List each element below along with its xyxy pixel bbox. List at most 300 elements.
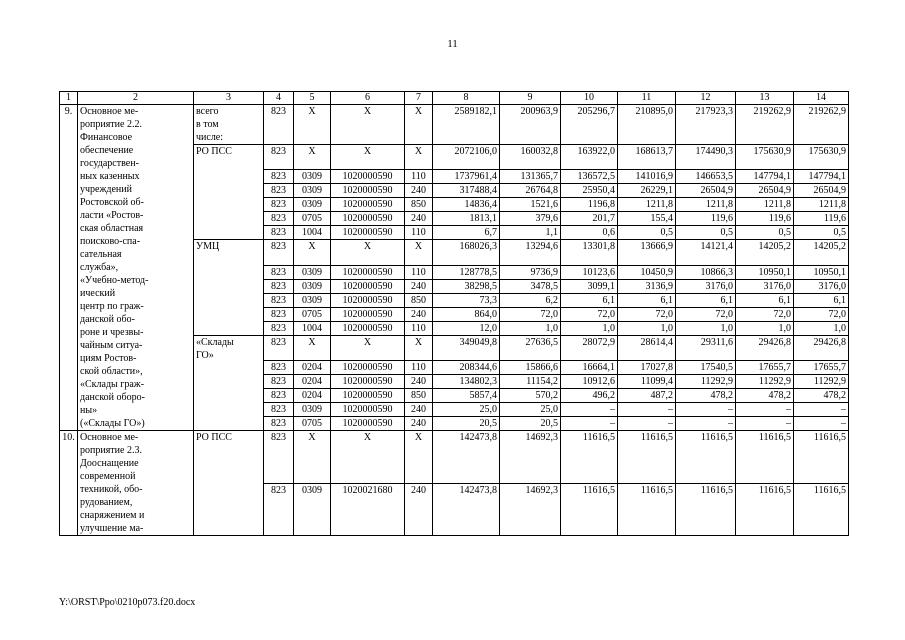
data-cell: – <box>676 417 736 431</box>
data-cell: 0705 <box>294 307 331 321</box>
text-line: РО ПСС <box>196 432 232 443</box>
data-cell: 142473,8 <box>433 431 500 484</box>
data-cell: 110 <box>405 321 433 335</box>
data-cell: 201,7 <box>561 212 618 226</box>
data-cell: Х <box>331 431 405 484</box>
data-cell: 11099,4 <box>618 375 676 389</box>
data-cell: 146653,5 <box>676 170 736 184</box>
data-cell: 11292,9 <box>794 375 849 389</box>
data-cell: 6,7 <box>433 226 500 240</box>
data-cell: 3136,9 <box>618 279 676 293</box>
data-cell: 317488,4 <box>433 184 500 198</box>
data-cell: 29426,8 <box>736 335 794 360</box>
data-cell: 240 <box>405 279 433 293</box>
data-cell: 11616,5 <box>561 431 618 484</box>
data-cell: 25,0 <box>433 403 500 417</box>
data-cell: 72,0 <box>676 307 736 321</box>
data-cell: Х <box>294 240 331 265</box>
data-cell: 110 <box>405 170 433 184</box>
data-cell: – <box>561 417 618 431</box>
data-cell: 14205,2 <box>736 240 794 265</box>
data-cell: 11616,5 <box>618 431 676 484</box>
data-cell: 823 <box>264 389 294 403</box>
data-cell: 10123,6 <box>561 265 618 279</box>
text-line: «Склады <box>196 336 234 348</box>
data-cell: Х <box>294 431 331 484</box>
data-cell: 1020000590 <box>331 226 405 240</box>
text-line: «Склады граж- <box>80 379 145 390</box>
text-line: снаряжением и <box>80 510 145 521</box>
data-cell: – <box>618 417 676 431</box>
data-cell: 38298,5 <box>433 279 500 293</box>
text-line: всего <box>196 106 219 117</box>
item-number: 9. <box>60 105 78 431</box>
data-cell: 823 <box>264 293 294 307</box>
data-cell: 141016,9 <box>618 170 676 184</box>
data-cell: 26764,8 <box>500 184 561 198</box>
text-line: ных казенных <box>80 171 140 182</box>
data-cell: 496,2 <box>561 389 618 403</box>
data-cell: 1004 <box>294 321 331 335</box>
data-cell: 823 <box>264 184 294 198</box>
data-cell: 0,6 <box>561 226 618 240</box>
data-cell: 17027,8 <box>618 361 676 375</box>
data-cell: 0309 <box>294 170 331 184</box>
data-cell: 6,1 <box>561 293 618 307</box>
data-cell: 1020000590 <box>331 389 405 403</box>
text-line: техникой, обо- <box>80 484 143 495</box>
recipient-label <box>194 105 264 145</box>
column-header: 9 <box>500 92 561 105</box>
data-cell: 1020000590 <box>331 198 405 212</box>
column-header: 4 <box>264 92 294 105</box>
data-cell: 10950,1 <box>794 265 849 279</box>
data-cell: 11616,5 <box>618 483 676 536</box>
text-line: обеспечение <box>80 145 134 156</box>
data-cell: 240 <box>405 307 433 321</box>
column-header: 2 <box>78 92 194 105</box>
data-cell: 11616,5 <box>794 483 849 536</box>
data-cell: 1211,8 <box>618 198 676 212</box>
data-cell: 14692,3 <box>500 483 561 536</box>
data-cell: 110 <box>405 226 433 240</box>
text-line: «Учебно-метод- <box>80 275 149 286</box>
table-row <box>60 105 849 145</box>
data-cell: 217923,3 <box>676 105 736 145</box>
data-cell: 11292,9 <box>736 375 794 389</box>
data-cell: 160032,8 <box>500 145 561 170</box>
data-cell: 119,6 <box>736 212 794 226</box>
data-cell: 379,6 <box>500 212 561 226</box>
data-cell: Х <box>405 335 433 360</box>
data-cell: 570,2 <box>500 389 561 403</box>
data-cell: 3176,0 <box>794 279 849 293</box>
text-line: Основное ме- <box>80 432 139 443</box>
data-cell: 823 <box>264 198 294 212</box>
data-cell: 14692,3 <box>500 431 561 484</box>
data-cell: 11292,9 <box>676 375 736 389</box>
text-line: РО ПСС <box>196 146 232 157</box>
column-header: 5 <box>294 92 331 105</box>
text-line: центр по граж- <box>80 301 144 312</box>
data-cell: 110 <box>405 265 433 279</box>
data-cell: 0309 <box>294 198 331 212</box>
column-header: 1 <box>60 92 78 105</box>
data-cell: 823 <box>264 105 294 145</box>
data-cell: 240 <box>405 184 433 198</box>
data-cell: 131365,7 <box>500 170 561 184</box>
text-line: учреждений <box>80 184 132 195</box>
data-cell: 0309 <box>294 265 331 279</box>
data-cell: – <box>794 403 849 417</box>
data-cell: 73,3 <box>433 293 500 307</box>
data-cell: 9736,9 <box>500 265 561 279</box>
data-cell: 6,2 <box>500 293 561 307</box>
data-cell: Х <box>331 105 405 145</box>
data-cell: 26229,1 <box>618 184 676 198</box>
data-cell: – <box>676 403 736 417</box>
data-cell: 25,0 <box>500 403 561 417</box>
text-line: ской области», <box>80 366 143 377</box>
data-cell: 240 <box>405 212 433 226</box>
data-cell: 6,1 <box>794 293 849 307</box>
data-cell: 142473,8 <box>433 483 500 536</box>
data-cell: 14205,2 <box>794 240 849 265</box>
data-cell: 823 <box>264 279 294 293</box>
data-cell: Х <box>331 145 405 170</box>
text-line: («Склады ГО») <box>80 418 145 429</box>
data-cell: 349049,8 <box>433 335 500 360</box>
data-cell: 163922,0 <box>561 145 618 170</box>
data-cell: 136572,5 <box>561 170 618 184</box>
text-line: Финансовое <box>80 132 133 143</box>
data-cell: 0,5 <box>794 226 849 240</box>
data-cell: 208344,6 <box>433 361 500 375</box>
item-description <box>78 105 194 431</box>
data-cell: 1,0 <box>618 321 676 335</box>
data-cell: 15866,6 <box>500 361 561 375</box>
data-cell: Х <box>294 145 331 170</box>
text-line: государствен- <box>80 158 139 169</box>
data-cell: 20,5 <box>433 417 500 431</box>
text-line: чайным ситуа- <box>80 340 143 351</box>
data-cell: 823 <box>264 307 294 321</box>
data-cell: 72,0 <box>561 307 618 321</box>
data-cell: 0309 <box>294 483 331 536</box>
data-cell: Х <box>294 335 331 360</box>
data-cell: 0204 <box>294 375 331 389</box>
data-cell: 6,1 <box>736 293 794 307</box>
data-cell: 26504,9 <box>676 184 736 198</box>
recipient-label <box>194 145 264 240</box>
data-cell: Х <box>405 431 433 484</box>
data-cell: 823 <box>264 417 294 431</box>
data-cell: 1211,8 <box>794 198 849 212</box>
data-cell: 823 <box>264 170 294 184</box>
data-cell: 11616,5 <box>561 483 618 536</box>
data-cell: 11616,5 <box>736 483 794 536</box>
data-cell: 864,0 <box>433 307 500 321</box>
data-cell: 11616,5 <box>676 483 736 536</box>
data-cell: 29311,6 <box>676 335 736 360</box>
data-cell: 3099,1 <box>561 279 618 293</box>
data-cell: Х <box>405 105 433 145</box>
data-cell: 478,2 <box>676 389 736 403</box>
column-header: 13 <box>736 92 794 105</box>
data-cell: 1020000590 <box>331 403 405 417</box>
data-cell: 10866,3 <box>676 265 736 279</box>
data-cell: 2589182,1 <box>433 105 500 145</box>
data-cell: 1813,1 <box>433 212 500 226</box>
data-cell: 823 <box>264 403 294 417</box>
data-cell: 1020000590 <box>331 170 405 184</box>
text-line: Дооснащение <box>80 458 139 469</box>
data-cell: 1,0 <box>794 321 849 335</box>
data-cell: 5857,4 <box>433 389 500 403</box>
data-cell: 478,2 <box>736 389 794 403</box>
data-cell: 0204 <box>294 389 331 403</box>
data-cell: 1020000590 <box>331 279 405 293</box>
data-cell: 168613,7 <box>618 145 676 170</box>
text-line: УМЦ <box>196 241 220 253</box>
column-header: 7 <box>405 92 433 105</box>
data-cell: 3176,0 <box>736 279 794 293</box>
data-cell: Х <box>331 335 405 360</box>
column-header: 12 <box>676 92 736 105</box>
data-cell: 28614,4 <box>618 335 676 360</box>
item-number: 10. <box>60 431 78 536</box>
data-cell: 10912,6 <box>561 375 618 389</box>
data-cell: 0309 <box>294 279 331 293</box>
column-header: 6 <box>331 92 405 105</box>
data-cell: – <box>561 403 618 417</box>
data-cell: 155,4 <box>618 212 676 226</box>
data-cell: 0309 <box>294 403 331 417</box>
text-line: Основное ме- <box>80 106 139 117</box>
data-cell: 1,0 <box>561 321 618 335</box>
data-cell: 175630,9 <box>794 145 849 170</box>
data-cell: 11616,5 <box>736 431 794 484</box>
data-cell: 823 <box>264 375 294 389</box>
data-cell: 17655,7 <box>736 361 794 375</box>
column-header: 11 <box>618 92 676 105</box>
text-line: ический <box>80 288 116 299</box>
data-cell: 850 <box>405 293 433 307</box>
page-number: 11 <box>447 38 458 50</box>
column-header: 3 <box>194 92 264 105</box>
data-cell: Х <box>405 240 433 265</box>
file-path-footer: Y:\ORST\Ppo\0210p073.f20.docx <box>59 597 196 608</box>
data-cell: 17655,7 <box>794 361 849 375</box>
data-cell: 850 <box>405 198 433 212</box>
recipient-label <box>194 431 264 536</box>
data-cell: 11616,5 <box>676 431 736 484</box>
data-cell: 0705 <box>294 212 331 226</box>
data-cell: 0204 <box>294 361 331 375</box>
text-line: циям Ростов- <box>80 353 137 364</box>
data-cell: 72,0 <box>736 307 794 321</box>
data-cell: 147794,1 <box>736 170 794 184</box>
data-cell: 823 <box>264 335 294 360</box>
data-cell: 11154,2 <box>500 375 561 389</box>
text-line: роприятие 2.3. <box>80 445 142 456</box>
data-cell: 0309 <box>294 293 331 307</box>
text-line: роприятие 2.2. <box>80 119 142 130</box>
data-cell: 823 <box>264 483 294 536</box>
data-cell: 26504,9 <box>794 184 849 198</box>
data-cell: 10450,9 <box>618 265 676 279</box>
data-cell: 823 <box>264 431 294 484</box>
data-cell: 240 <box>405 403 433 417</box>
data-cell: 1020000590 <box>331 361 405 375</box>
data-cell: 72,0 <box>500 307 561 321</box>
data-cell: 823 <box>264 265 294 279</box>
data-cell: 13666,9 <box>618 240 676 265</box>
text-line: служба», <box>80 262 119 273</box>
text-line: данской оборо- <box>80 392 145 403</box>
data-cell: 16664,1 <box>561 361 618 375</box>
data-cell: Х <box>331 240 405 265</box>
data-cell: 1020000590 <box>331 321 405 335</box>
data-cell: 1211,8 <box>676 198 736 212</box>
data-cell: 110 <box>405 361 433 375</box>
data-cell: 1020000590 <box>331 184 405 198</box>
data-cell: 25950,4 <box>561 184 618 198</box>
data-cell: 240 <box>405 483 433 536</box>
data-cell: 2072106,0 <box>433 145 500 170</box>
data-cell: 20,5 <box>500 417 561 431</box>
data-cell: 1211,8 <box>736 198 794 212</box>
text-line: Ростовской об- <box>80 197 144 208</box>
data-cell: 14836,4 <box>433 198 500 212</box>
data-cell: 487,2 <box>618 389 676 403</box>
data-cell: – <box>794 417 849 431</box>
data-cell: 823 <box>264 240 294 265</box>
text-line: современной <box>80 471 136 482</box>
recipient-label <box>194 240 264 335</box>
data-cell: 14121,4 <box>676 240 736 265</box>
data-cell: 478,2 <box>794 389 849 403</box>
data-cell: 1737961,4 <box>433 170 500 184</box>
data-cell: 12,0 <box>433 321 500 335</box>
data-cell: 128778,5 <box>433 265 500 279</box>
data-cell: 168026,3 <box>433 240 500 265</box>
text-line: данской обо- <box>80 314 135 325</box>
data-cell: Х <box>405 145 433 170</box>
data-cell: 1,0 <box>676 321 736 335</box>
budget-table <box>59 91 849 536</box>
data-cell: 0,5 <box>618 226 676 240</box>
data-cell: 823 <box>264 226 294 240</box>
data-cell: 240 <box>405 417 433 431</box>
data-cell: 0,5 <box>676 226 736 240</box>
data-cell: 72,0 <box>618 307 676 321</box>
data-cell: 6,1 <box>676 293 736 307</box>
data-cell: 1020000590 <box>331 375 405 389</box>
data-cell: – <box>736 417 794 431</box>
text-line: в том <box>196 119 219 130</box>
data-cell: 1004 <box>294 226 331 240</box>
header-row <box>60 92 849 105</box>
data-cell: 1020000590 <box>331 417 405 431</box>
table-row <box>60 431 849 484</box>
data-cell: 219262,9 <box>794 105 849 145</box>
data-cell: 28072,9 <box>561 335 618 360</box>
item-description <box>78 431 194 536</box>
data-cell: 1020000590 <box>331 265 405 279</box>
data-cell: 1,0 <box>500 321 561 335</box>
data-cell: 119,6 <box>794 212 849 226</box>
data-cell: 13294,6 <box>500 240 561 265</box>
data-cell: 10950,1 <box>736 265 794 279</box>
text-line: числе: <box>196 132 224 143</box>
text-line: поисково-спа- <box>80 236 141 247</box>
data-cell: 240 <box>405 375 433 389</box>
data-cell: 1020000590 <box>331 293 405 307</box>
data-cell: 823 <box>264 145 294 170</box>
data-cell: 0705 <box>294 417 331 431</box>
text-line: ны» <box>80 405 98 416</box>
column-header: 8 <box>433 92 500 105</box>
data-cell: 1020000590 <box>331 212 405 226</box>
recipient-label <box>194 335 264 430</box>
data-cell: 823 <box>264 361 294 375</box>
column-header: 10 <box>561 92 618 105</box>
text-line: рудованием, <box>80 497 133 508</box>
column-header: 14 <box>794 92 849 105</box>
data-cell: 29426,8 <box>794 335 849 360</box>
data-cell: Х <box>294 105 331 145</box>
data-cell: 11616,5 <box>794 431 849 484</box>
data-cell: 1020000590 <box>331 307 405 321</box>
data-cell: 1,1 <box>500 226 561 240</box>
data-cell: 27636,5 <box>500 335 561 360</box>
data-cell: 1196,8 <box>561 198 618 212</box>
data-cell: 1521,6 <box>500 198 561 212</box>
data-cell: 823 <box>264 212 294 226</box>
data-cell: 205296,7 <box>561 105 618 145</box>
data-cell: 26504,9 <box>736 184 794 198</box>
data-cell: 1020021680 <box>331 483 405 536</box>
data-cell: 200963,9 <box>500 105 561 145</box>
data-cell: 119,6 <box>676 212 736 226</box>
data-cell: – <box>736 403 794 417</box>
data-cell: 13301,8 <box>561 240 618 265</box>
text-line: улучшение ма- <box>80 523 144 534</box>
data-cell: 823 <box>264 321 294 335</box>
data-cell: 219262,9 <box>736 105 794 145</box>
data-cell: – <box>618 403 676 417</box>
text-line: ГО» <box>196 349 214 361</box>
data-cell: 174490,3 <box>676 145 736 170</box>
data-cell: 850 <box>405 389 433 403</box>
data-cell: 147794,1 <box>794 170 849 184</box>
data-cell: 17540,5 <box>676 361 736 375</box>
data-cell: 1,0 <box>736 321 794 335</box>
text-line: сательная <box>80 249 122 260</box>
data-cell: 6,1 <box>618 293 676 307</box>
text-line: роне и чрезвы- <box>80 327 144 338</box>
data-cell: 210895,0 <box>618 105 676 145</box>
data-cell: 0,5 <box>736 226 794 240</box>
data-cell: 175630,9 <box>736 145 794 170</box>
data-cell: 3176,0 <box>676 279 736 293</box>
data-cell: 3478,5 <box>500 279 561 293</box>
text-line: ская областная <box>80 223 144 234</box>
data-cell: 0309 <box>294 184 331 198</box>
text-line: ласти «Ростов- <box>80 210 144 221</box>
data-cell: 134802,3 <box>433 375 500 389</box>
